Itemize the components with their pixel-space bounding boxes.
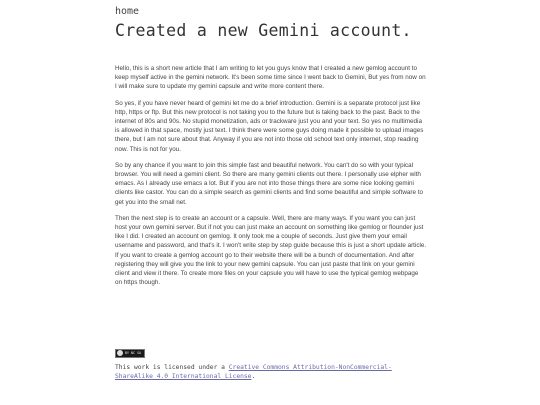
cc-license-badge-icon[interactable] [115, 349, 145, 358]
page-title: Created a new Gemini account. [115, 21, 412, 40]
article-paragraph: Then the next step is to create an account or a capsule. Well, there are many ways. If you want you can just host your own gemini server. But if not you can just make an account on something like gemlog or flounder just like I did. I created an account on gemlog. It only took me a couple of seconds. Just give them your email username and password, and that's it. I won't write step by step guide because this is just a short update article. If you want to create a gemlog account go to their website there will be a bunch of documentation. And after registering they will give you the link to your new gemini capsule. You can just paste that link on your gemini client and view it there. To create more files on your capsule you will have to use the typical gemlog webpage on https though. [115, 214, 427, 287]
cc-logo-icon [117, 350, 123, 356]
license-prefix: This work is licensed under a [115, 364, 229, 371]
home-link[interactable]: home [115, 6, 140, 17]
license-section [115, 343, 427, 381]
cc-badge-label: BY NC SA [125, 351, 142, 355]
article-paragraph: Hello, this is a short new article that I am writing to let you guys know that I created a new gemlog account to keep myself active in the gemini network. It's been some time since I went back to Gemini, But yes from now on I will make sure to update my gemini capsule and write more content there. [115, 65, 426, 91]
license-link[interactable]: Creative Commons Attribution-NonCommercial-ShareAlike 4.0 International License [115, 364, 392, 380]
article-paragraph: So by any chance if you want to join this simple fast and beautiful network. You can't do so with your typical browser. You will need a gemini client. So there are many gemini clients out there. I personally use elpher with emacs. As I already use emacs a lot. But if you are not into those things there are some nice looking gemini clients like castor. You can do a simple search as gemini clients and find some beautiful and simple software to get you into the small net. [115, 161, 424, 206]
license-suffix: . [251, 373, 256, 380]
article-paragraph: So yes, if you have never heard of gemini let me do a brief introduction. Gemini is a separate protocol just like http, https or ftp. But this new protocol is not taking you to the future but is taking back to the past. Back to the internet of 80s and 90s. No stupid monetization, ads or trackware just you and your text. So yes no multimedia is allowed in that space, mostly just text. I think there were some guys doing made it possible to upload images there, but I am not sure about that. Anyway if you are not into those old school text only internet, stop reading now. This is not for you. [115, 99, 424, 153]
license-statement [115, 363, 427, 381]
article-body [115, 64, 427, 294]
